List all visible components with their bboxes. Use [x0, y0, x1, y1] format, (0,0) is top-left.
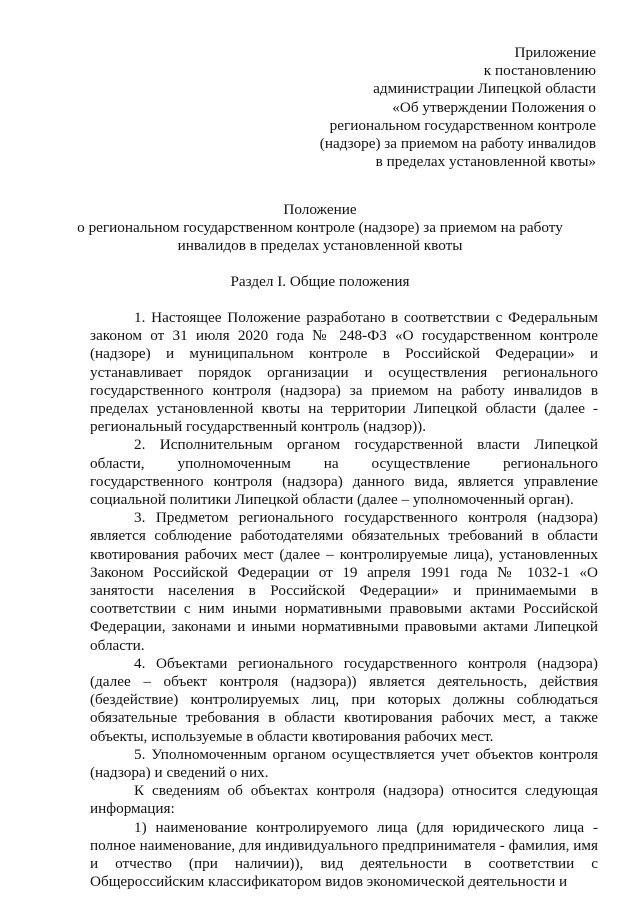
- paragraph: 5. Уполномоченным органом осуществляется учет объектов контроля (надзора) и сведений о них.: [90, 745, 598, 782]
- paragraph: 4. Объектами регионального государственного контроля (надзора) (далее – объект контроля (надзора)) является деятельность, действия (бездействие) контролируемых лиц, при которых должны соблюдаться обязательные требования в области квотирования рабочих мест, а также объекты, используемые в области квотирования рабочих мест.: [90, 654, 598, 745]
- title-line: Положение: [283, 201, 357, 218]
- paragraph: К сведениям об объектах контроля (надзора) относится следующая информация:: [90, 782, 598, 818]
- appendix-line: (надзоре) за приемом на работу инвалидов: [319, 135, 596, 153]
- paragraph: 3. Предметом регионального государственного контроля (надзора) является соблюдение работодателями обязательных требований в области квотирования рабочих мест (далее – контролируемые лица), установленных Законом Российской Федерации от 19 апреля 1991 года № 1032-1 «О занятости населения в Российской Федерации» и принимаемыми в соответствии с ним иными нормативными правовыми актами Российской Федерации, законами и иными нормативными правовыми актами Липецкой области.: [90, 509, 598, 654]
- appendix-line: Приложение: [514, 44, 596, 61]
- appendix-block: [266, 44, 596, 171]
- paragraph: 1. Настоящее Положение разработано в соответствии с Федеральным законом от 31 июля 2020 года № 248-ФЗ «О государственном контроле (надзоре) и муниципальном контроле в Российской Федерации» и устанавливает порядок организации и осуществления регионального государственного контроля (надзора) за приемом на работу инвалидов в пределах установленной квоты на территории Липецкой области (далее - региональный государственный контроль (надзор)).: [90, 309, 598, 436]
- appendix-line: к постановлению: [483, 62, 596, 80]
- title-line: инвалидов в пределах установленной квоты: [177, 237, 463, 255]
- paragraph: 2. Исполнительным органом государственной власти Липецкой области, уполномоченным на осуществление регионального государственного контроля (надзора) данного вида, является управление социальной политики Липецкой области (далее – уполномоченный орган).: [90, 436, 598, 509]
- appendix-line: администрации Липецкой области: [373, 80, 596, 98]
- appendix-line: «Об утверждении Положения о: [392, 98, 596, 116]
- body-text: [90, 309, 598, 892]
- title-line: о региональном государственном контроле (надзоре) за приемом на работу: [77, 219, 563, 237]
- appendix-line: в пределах установленной квоты»: [375, 153, 596, 171]
- appendix-line: региональном государственном контроле: [329, 116, 596, 134]
- document-title: [40, 201, 600, 256]
- section-heading: Раздел I. Общие положения: [230, 273, 410, 290]
- paragraph: 1) наименование контролируемого лица (для юридического лица - полное наименование, для индивидуального предпринимателя - фамилия, имя и отчество (при наличии)), вид деятельности в соответствии с Общероссийским классификатором видов экономической деятельности и: [90, 818, 598, 891]
